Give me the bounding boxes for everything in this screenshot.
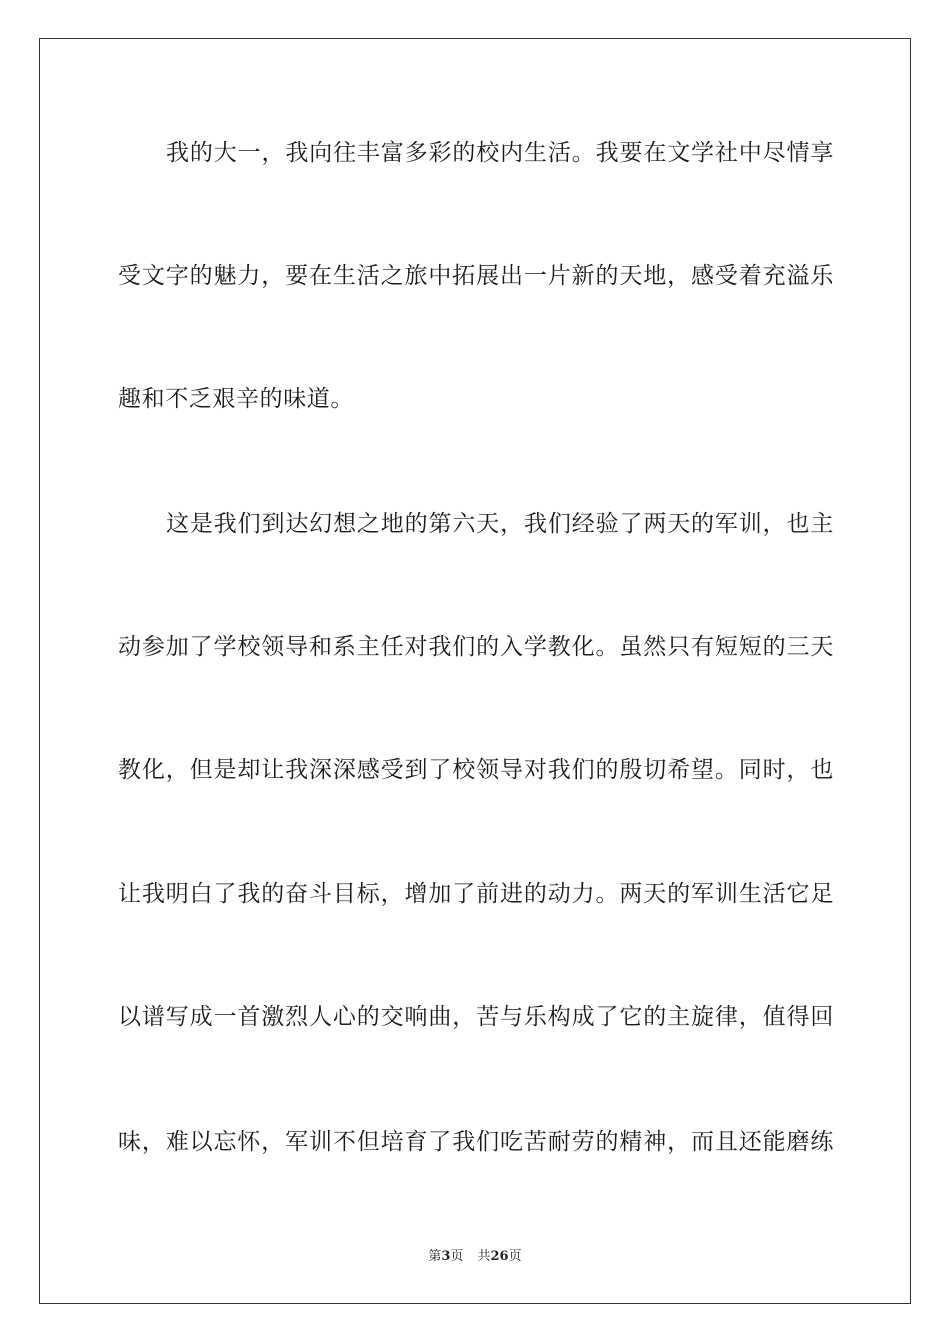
page-footer [0,1249,950,1265]
page-number: 3 [441,1249,451,1264]
page-prefix: 第 [428,1249,442,1264]
paragraph-1-line-3: 趣和不乏艰辛的味道。 [118,386,354,412]
paragraph-2-line-1: 这是我们到达幻想之地的第六天，我们经验了两天的军训，也主 [166,511,834,537]
total-pages-label [477,1249,521,1264]
paragraph-2-line-3: 教化，但是却让我深深感受到了校领导对我们的殷切希望。同时，也 [118,757,834,783]
paragraph-2-line-4: 让我明白了我的奋斗目标，增加了前进的动力。两天的军训生活它足 [118,881,834,907]
paragraph-2-line-2: 动参加了学校领导和系主任对我们的入学教化。虽然只有短短的三天 [118,634,834,660]
total-pages: 26 [490,1249,509,1264]
total-prefix: 共 [477,1249,491,1264]
total-suffix: 页 [508,1249,522,1264]
page-label [428,1249,463,1264]
page-border [39,38,911,1304]
paragraph-2-line-6: 味，难以忘怀，军训不但培育了我们吃苦耐劳的精神，而且还能磨练 [118,1129,834,1155]
paragraph-1-line-1: 我的大一，我向往丰富多彩的校内生活。我要在文学社中尽情享 [166,140,834,166]
page-suffix: 页 [450,1249,464,1264]
paragraph-1-line-2: 受文字的魅力，要在生活之旅中拓展出一片新的天地，感受着充溢乐 [118,263,834,289]
paragraph-2-line-5: 以谱写成一首激烈人心的交响曲，苦与乐构成了它的主旋律，值得回 [118,1004,834,1030]
